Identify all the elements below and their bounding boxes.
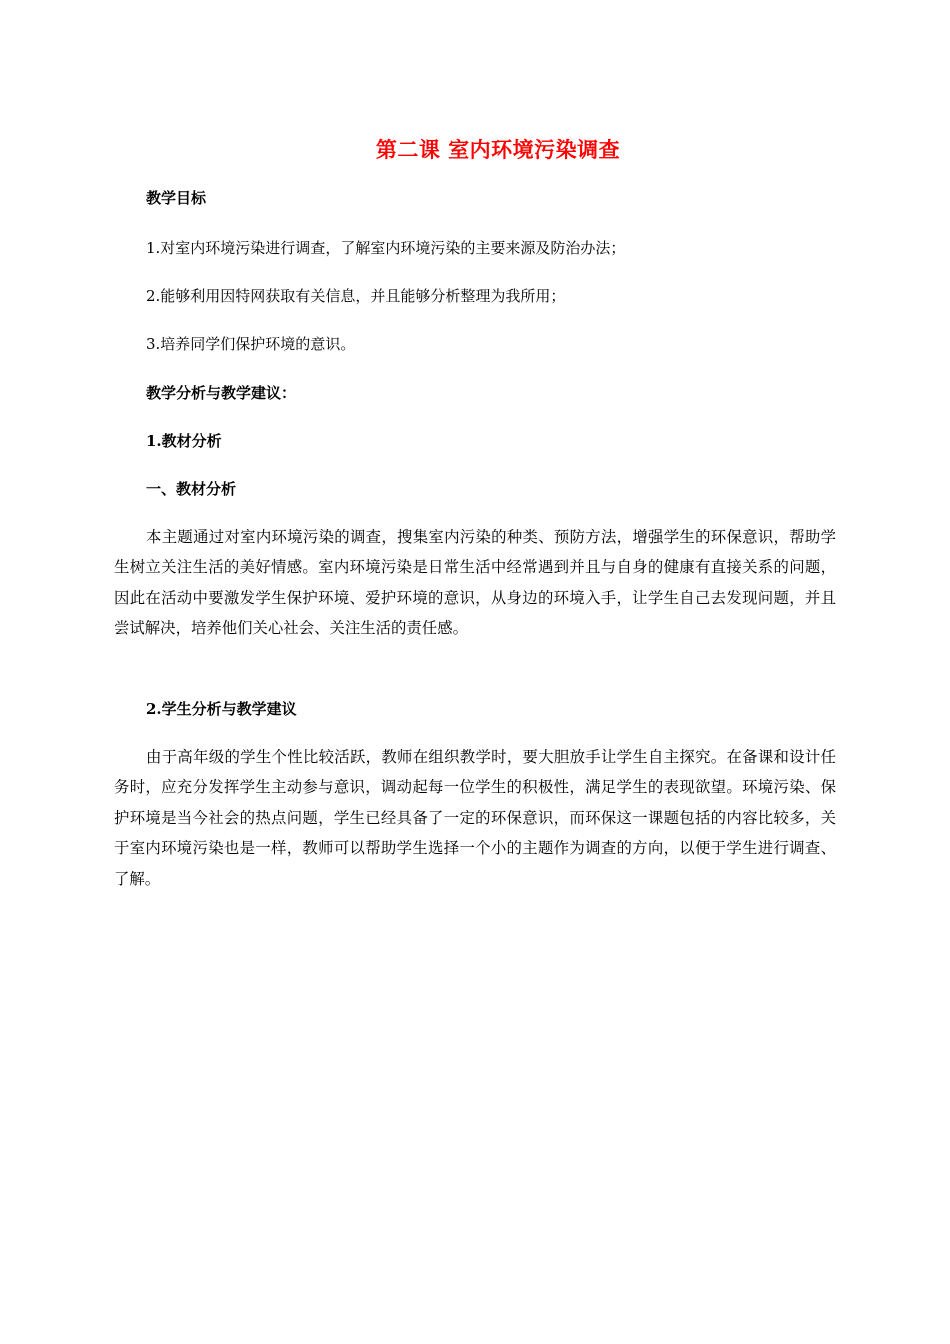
goal-item-3: 3.培养同学们保护环境的意识。 (146, 335, 356, 353)
document-title: 第二课 室内环境污染调查 (375, 137, 621, 162)
goals-heading: 教学目标 (146, 189, 207, 207)
material-heading: 1.教材分析 (146, 432, 222, 450)
student-heading: 2.学生分析与教学建议 (146, 700, 297, 718)
goal-item-2: 2.能够利用因特网获取有关信息，并且能够分析整理为我所用； (146, 287, 566, 305)
material-paragraph: 本主题通过对室内环境污染的调查，搜集室内污染的种类、预防方法，增强学生的环保意识，帮助学生树立关注生活的美好情感。室内环境污染是日常生活中经常遇到并且与自身的健康有直接关系的问题，因此在活动中要激发学生保护环境、爱护环境的意识，从身边的环境入手，让学生自己去发现问题，并且尝试解决，培养他们关心社会、关注生活的责任感。 (114, 528, 836, 638)
material-subheading: 一、教材分析 (146, 480, 237, 498)
student-paragraph: 由于高年级的学生个性比较活跃，教师在组织教学时，要大胆放手让学生自主探究。在备课和设计任务时，应充分发挥学生主动参与意识，调动起每一位学生的积极性，满足学生的表现欲望。环境污染、保护环境是当今社会的热点问题，学生已经具备了一定的环保意识，而环保这一课题包括的内容比较多，关于室内环境污染也是一样，教师可以帮助学生选择一个小的主题作为调查的方向，以便于学生进行调查、了解。 (114, 748, 836, 888)
goal-item-1: 1.对室内环境污染进行调查，了解室内环境污染的主要来源及防治办法； (146, 239, 626, 257)
analysis-heading: 教学分析与教学建议： (146, 384, 297, 402)
